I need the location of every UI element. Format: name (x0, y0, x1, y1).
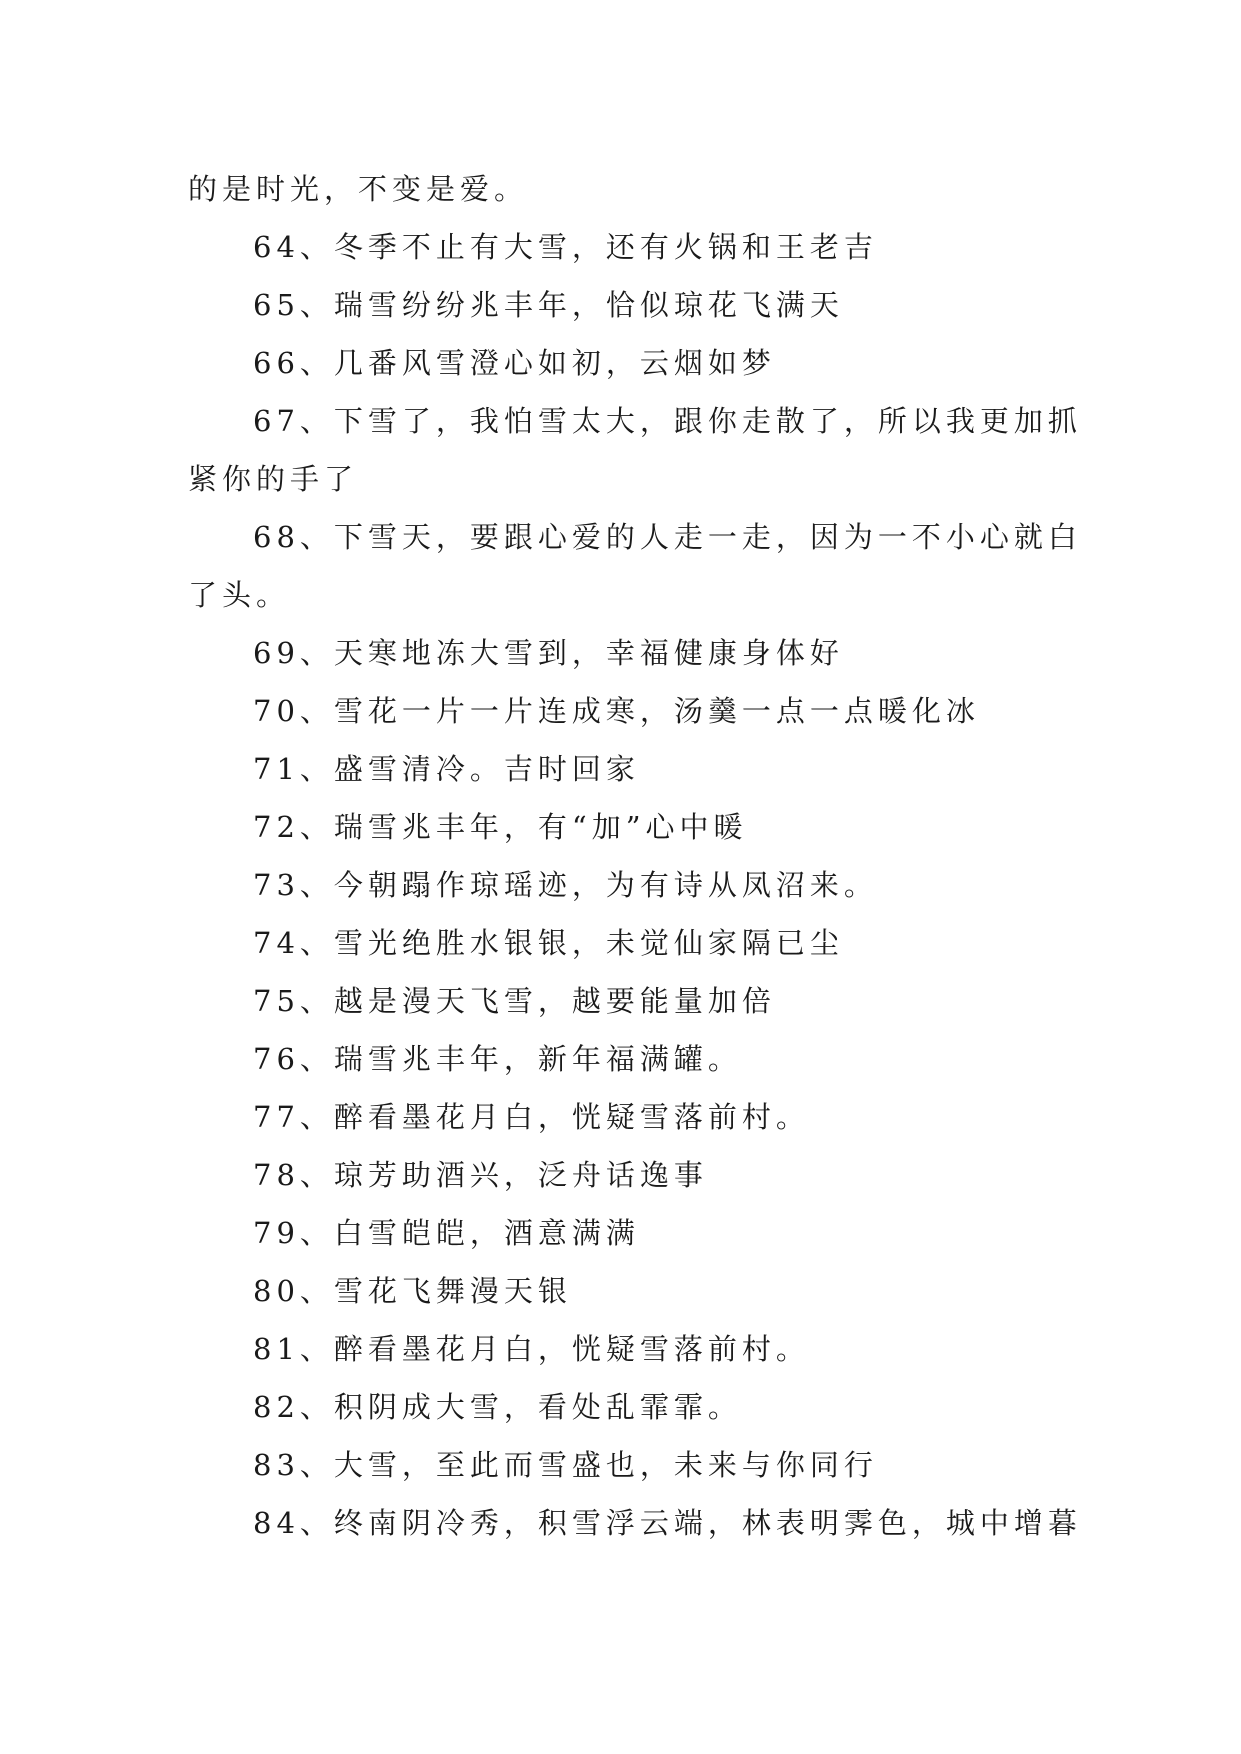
text-line: 72、瑞雪兆丰年，有“加”心中暖 (253, 810, 748, 844)
text-line: 84、终南阴冷秀，积雪浮云端，林表明霁色，城中增暮 (253, 1506, 1082, 1540)
text-line: 79、白雪皑皑，酒意满满 (253, 1216, 640, 1250)
text-line: 66、几番风雪澄心如初，云烟如梦 (253, 346, 776, 380)
document-body (188, 160, 1082, 1552)
text-line: 80、雪花飞舞漫天银 (253, 1274, 572, 1308)
text-line: 75、越是漫天飞雪，越要能量加倍 (253, 984, 776, 1018)
text-line: 65、瑞雪纷纷兆丰年，恰似琼花飞满天 (253, 288, 844, 322)
text-line: 73、今朝蹋作琼瑶迹，为有诗从凤沼来。 (253, 868, 878, 902)
text-line: 81、醉看墨花月白，恍疑雪落前村。 (253, 1332, 810, 1366)
text-line: 74、雪光绝胜水银银，未觉仙家隔已尘 (253, 926, 844, 960)
text-line: 78、琼芳助酒兴，泛舟话逸事 (253, 1158, 708, 1192)
text-line: 了头。 (188, 578, 291, 612)
text-line: 71、盛雪清冷。吉时回家 (253, 752, 640, 786)
text-line: 紧你的手了 (188, 462, 359, 496)
text-line: 83、大雪，至此而雪盛也，未来与你同行 (253, 1448, 878, 1482)
text-line: 67、下雪了，我怕雪太大，跟你走散了，所以我更加抓 (253, 404, 1082, 438)
text-line: 82、积阴成大雪，看处乱霏霏。 (253, 1390, 742, 1424)
text-line: 69、天寒地冻大雪到，幸福健康身体好 (253, 636, 844, 670)
text-line: 77、醉看墨花月白，恍疑雪落前村。 (253, 1100, 810, 1134)
text-line: 76、瑞雪兆丰年，新年福满罐。 (253, 1042, 742, 1076)
text-line: 68、下雪天，要跟心爱的人走一走，因为一不小心就白 (253, 520, 1082, 554)
text-line: 的是时光，不变是爱。 (188, 172, 529, 206)
text-line: 64、冬季不止有大雪，还有火锅和王老吉 (253, 230, 878, 264)
text-line: 70、雪花一片一片连成寒，汤羹一点一点暖化冰 (253, 694, 980, 728)
